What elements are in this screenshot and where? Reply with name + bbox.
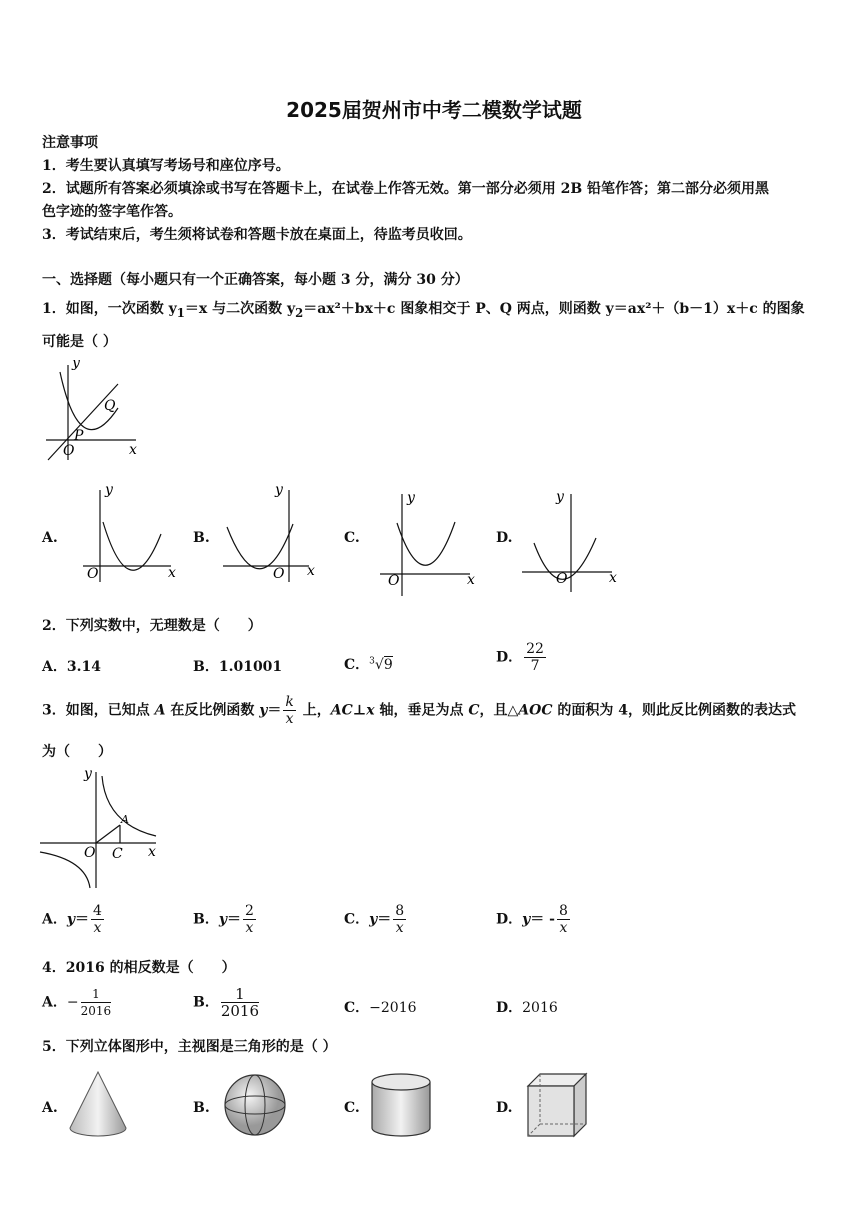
q1-option-c-graph[interactable] <box>375 488 485 598</box>
section-heading: 一、选择题（每小题只有一个正确答案，每小题 3 分，满分 30 分） <box>42 272 469 288</box>
q1-fig-y: y <box>72 360 80 371</box>
q1-stem <box>42 298 805 320</box>
q1-option-b-graph[interactable] <box>215 482 325 587</box>
q1-figure <box>38 360 148 465</box>
q4-a-den: 2016 <box>80 1004 112 1018</box>
q3-a-eq: ＝ <box>75 911 90 928</box>
q3-hyperbola-2 <box>40 852 90 888</box>
q2-c-letter: C． <box>344 657 370 673</box>
q2-d-den: 7 <box>530 658 540 674</box>
q1-fig-o: O <box>63 443 75 459</box>
q1-text-b: ＝x 与二次函数 y <box>184 301 296 317</box>
q3-b-num: 2 <box>244 903 254 919</box>
q1-sub2: 2 <box>295 305 304 320</box>
q4-b-num: 1 <box>221 986 259 1003</box>
q3-text-c: 上， <box>297 702 331 719</box>
q5-option-c-letter[interactable]: C. <box>344 1100 360 1116</box>
q1-option-b-letter[interactable]: B. <box>193 530 210 546</box>
q3-fig-o: O <box>84 845 96 861</box>
q3-d-eq: ＝ - <box>530 911 555 928</box>
q3-text-g: 的面积为 4，则此反比例函数的表达式 <box>552 702 796 719</box>
q2-d-num: 22 <box>526 641 544 657</box>
q3-c-letter: C． <box>344 911 370 928</box>
q3-b-eq: ＝ <box>226 911 241 928</box>
q3-text-f: ，且△ <box>479 702 519 719</box>
q2-a-text: 3.14 <box>66 659 101 675</box>
q3-c-den: x <box>395 920 404 936</box>
q3-c-eq: ＝ <box>377 911 392 928</box>
q1-option-c-letter[interactable]: C. <box>344 530 360 546</box>
q1-option-a-graph[interactable] <box>75 482 185 587</box>
q1-fig-p: P <box>74 428 84 444</box>
q1-sub1: 1 <box>176 305 185 320</box>
qa-y: y <box>105 482 113 498</box>
qb-y: y <box>275 482 283 498</box>
q3-fig-c: C <box>112 846 123 862</box>
q1-fig-q: Q <box>104 398 116 414</box>
q5-option-b-letter[interactable]: B. <box>193 1100 210 1116</box>
q3-a-den: x <box>93 920 102 936</box>
q3-figure <box>38 766 168 891</box>
q2-stem: 2．下列实数中，无理数是（ ） <box>42 618 262 634</box>
qd-x: x <box>609 570 617 586</box>
q3-point-a: A <box>154 702 166 719</box>
notice-item-2-cont: 色字迹的签字笔作答。 <box>42 204 182 220</box>
q3-perp: ⊥ <box>352 702 367 719</box>
q3-segment-oa <box>96 825 120 843</box>
q5-option-d-letter[interactable]: D. <box>496 1100 513 1116</box>
q3-d-num: 8 <box>558 903 568 919</box>
q3-eq: ＝ <box>267 702 282 719</box>
q1-stem-line2: 可能是（ ） <box>42 334 117 350</box>
q3-hyperbola-1 <box>102 776 156 836</box>
q2-option-c[interactable] <box>344 654 393 674</box>
qa-parabola <box>103 522 161 570</box>
qb-x: x <box>307 563 315 579</box>
q3-y: y <box>259 702 268 719</box>
q1-option-a-letter[interactable]: A. <box>42 530 58 546</box>
q3-fig-y: y <box>84 766 92 782</box>
q4-b-den: 2016 <box>220 1002 260 1020</box>
q2-d-letter: D． <box>496 649 523 666</box>
q2-option-b[interactable] <box>193 656 282 676</box>
cylinder-icon[interactable] <box>368 1072 434 1140</box>
q2-a-letter: A． <box>42 659 67 675</box>
q3-k: k <box>285 694 294 710</box>
sphere-icon[interactable] <box>222 1072 288 1138</box>
qc-parabola <box>397 522 455 565</box>
q1-text-a: 1．如图，一次函数 y <box>42 301 177 317</box>
sqrt-icon: √ <box>374 657 384 673</box>
q3-xaxis: x <box>366 702 375 719</box>
q1-option-d-graph[interactable] <box>520 488 630 598</box>
qd-y: y <box>556 489 564 505</box>
qc-y: y <box>407 490 415 506</box>
q4-c-text: −2016 <box>369 1000 417 1016</box>
q1-text-c: ＝ax²＋bx＋c 图象相交于 P、Q 两点，则函数 y＝ax²＋（b－1）x＋c 的图象 <box>303 301 805 317</box>
q3-a-lhs: y <box>66 911 76 928</box>
q3-stem-line2: 为（ ） <box>42 744 112 760</box>
q3-option-c[interactable] <box>344 903 408 936</box>
qc-x: x <box>467 572 475 588</box>
qb-parabola <box>227 524 293 569</box>
q3-option-d[interactable] <box>496 903 572 936</box>
page-title: 2025届贺州市中考二模数学试题 <box>286 98 582 122</box>
q3-text-a: 3．如图，已知点 <box>42 702 155 719</box>
q3-text-b: 在反比例函数 <box>165 702 260 719</box>
q2-b-text: 1.01001 <box>218 659 283 675</box>
q4-option-a[interactable] <box>42 986 113 1019</box>
q5-option-a-letter[interactable]: A. <box>42 1100 58 1116</box>
q3-aoc: AOC <box>518 702 553 719</box>
q3-point-c: C <box>468 702 480 719</box>
q3-option-b[interactable] <box>193 903 258 936</box>
q3-d-den: x <box>559 920 568 936</box>
cone-icon[interactable] <box>66 1068 130 1140</box>
q4-a-num: 1 <box>81 986 112 1003</box>
qa-o: O <box>87 566 99 582</box>
q4-d-text: 2016 <box>522 1000 558 1016</box>
qc-o: O <box>388 573 400 589</box>
q2-b-letter: B． <box>193 659 219 675</box>
q3-x: x <box>285 711 294 727</box>
q5-stem: 5．下列立体图形中，主视图是三角形的是（ ） <box>42 1039 337 1055</box>
cube-icon[interactable] <box>524 1070 590 1140</box>
q3-ac: AC <box>330 702 353 719</box>
q3-d-lhs: y <box>522 911 531 928</box>
q2-c-root-index: 3 <box>369 656 375 667</box>
q4-option-d[interactable] <box>496 997 558 1017</box>
q3-d-letter: D． <box>496 911 523 928</box>
q3-b-den: x <box>245 920 254 936</box>
q3-b-letter: B． <box>193 911 219 928</box>
q3-c-lhs: y <box>369 911 378 928</box>
q2-option-a[interactable] <box>42 656 101 676</box>
notice-item-3: 3．考试结束后，考生须将试卷和答题卡放在桌面上，待监考员收回。 <box>42 227 472 243</box>
q3-fig-a: A <box>121 813 129 826</box>
notice-heading: 注意事项 <box>42 135 98 151</box>
q4-stem: 4．2016 的相反数是（ ） <box>42 960 236 976</box>
qa-x: x <box>168 565 176 581</box>
q2-c-radicand: 9 <box>383 657 393 673</box>
notice-item-2: 2．试题所有答案必须填涂或书写在答题卡上，在试卷上作答无效。第一部分必须用 2B 铅笔作答；第二部分必须用黑 <box>42 181 770 197</box>
q3-stem <box>42 694 796 727</box>
q3-a-letter: A． <box>42 911 67 928</box>
q4-a-sign: − <box>66 994 79 1011</box>
q4-d-letter: D． <box>496 1000 523 1016</box>
q3-b-lhs: y <box>218 911 227 928</box>
q3-fig-x: x <box>148 844 156 860</box>
q4-c-letter: C． <box>344 1000 370 1016</box>
notice-item-1: 1．考生要认真填写考场号和座位序号。 <box>42 158 290 174</box>
q3-text-e: 轴，垂足为点 <box>374 702 469 719</box>
q4-a-letter: A． <box>42 994 67 1011</box>
q4-option-b[interactable] <box>193 986 261 1019</box>
q1-fig-x: x <box>129 442 137 458</box>
q2-option-d[interactable] <box>496 641 548 674</box>
q3-option-a[interactable] <box>42 903 106 936</box>
qd-o: O <box>556 571 568 587</box>
q1-option-d-letter[interactable]: D. <box>496 530 513 546</box>
qb-o: O <box>273 566 285 582</box>
q4-option-c[interactable] <box>344 997 417 1017</box>
q3-c-num: 8 <box>395 903 405 919</box>
q3-a-num: 4 <box>93 903 102 919</box>
q4-b-letter: B． <box>193 994 219 1011</box>
